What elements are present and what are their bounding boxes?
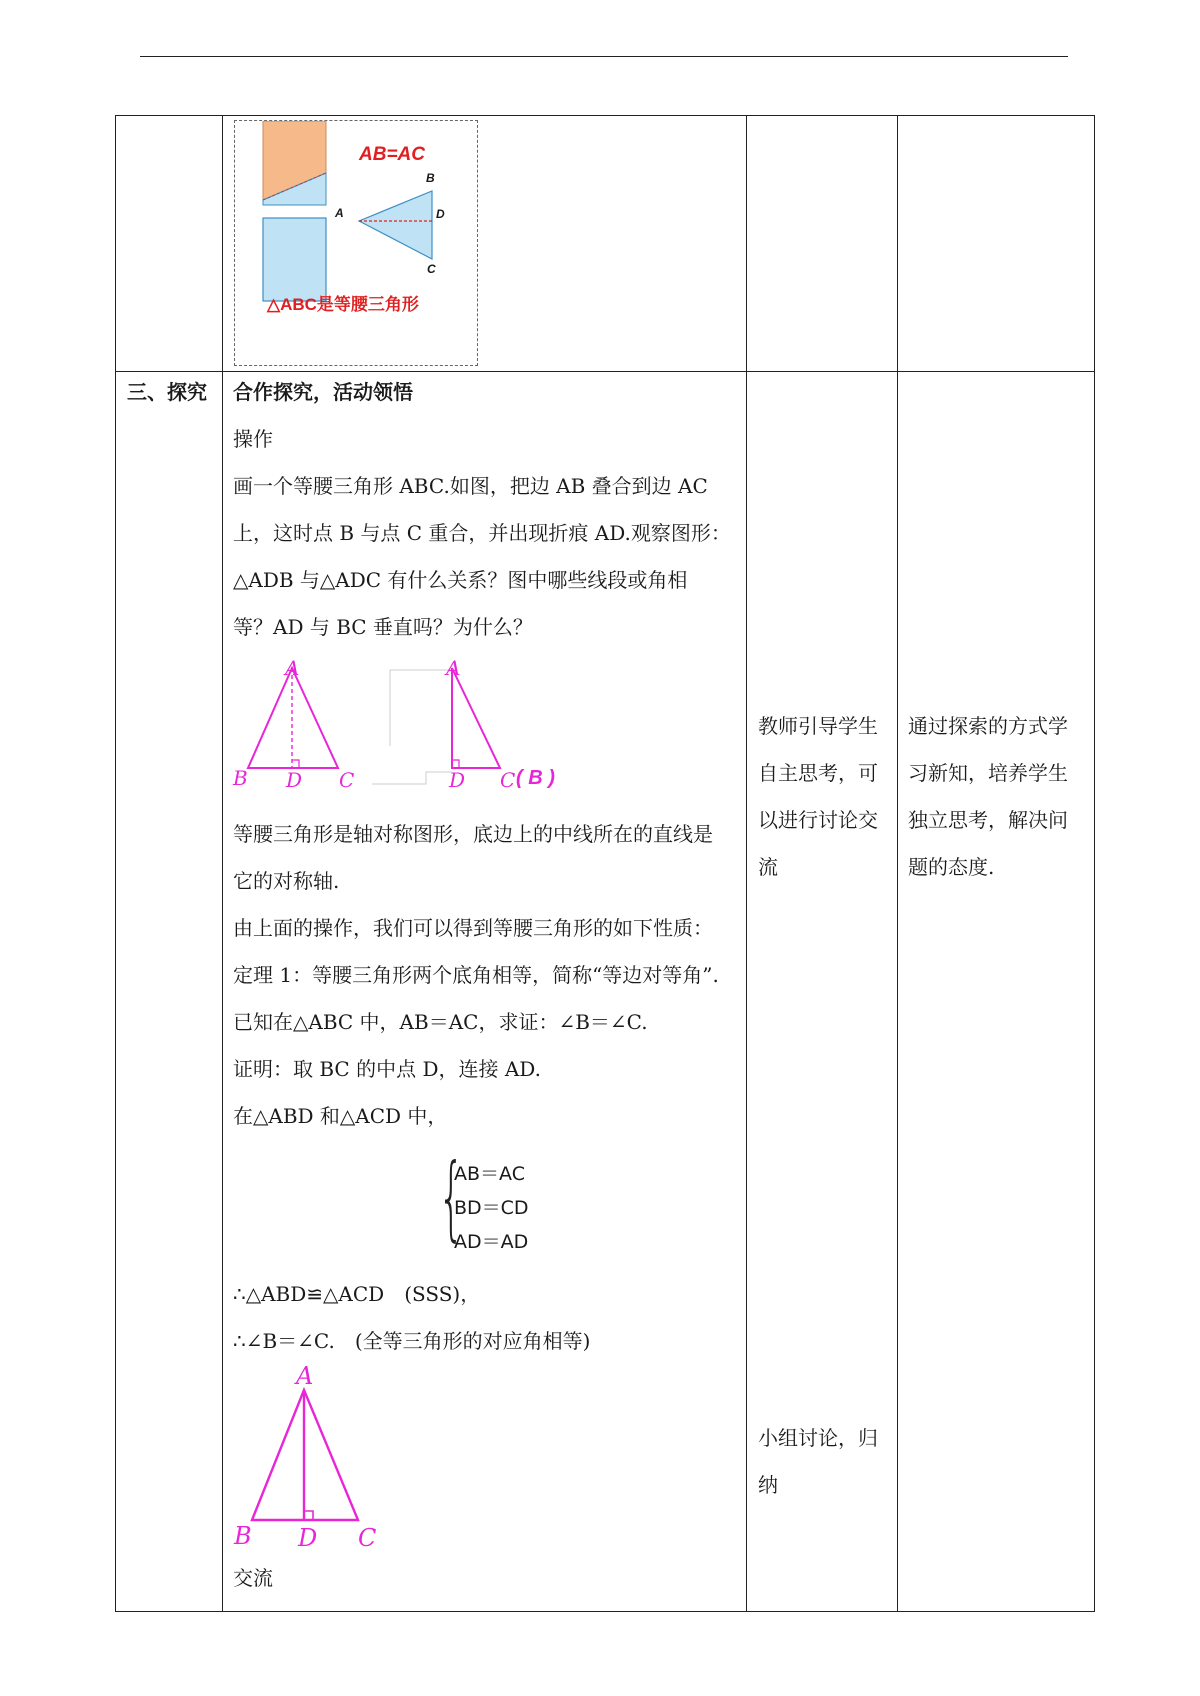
- intent-line: 独立思考，解决问: [908, 808, 1068, 832]
- point-label-a: A: [335, 206, 344, 220]
- proof-label-c: C: [358, 1524, 377, 1552]
- fig-label-d: D: [449, 768, 466, 792]
- column-divider: [222, 116, 223, 1611]
- folded-triangle-figure: [368, 660, 518, 792]
- axis-text-line: 它的对称轴.: [233, 869, 340, 893]
- proof-label-b: B: [234, 1522, 252, 1550]
- given-text: 已知在△ABC 中，AB＝AC，求证：∠B＝∠C.: [233, 1010, 648, 1034]
- conclusion-congruent: ∴△ABD≌△ACD (SSS)，: [233, 1282, 481, 1306]
- system-equation: AD＝AD: [454, 1231, 529, 1253]
- proof-label-d: D: [298, 1524, 318, 1552]
- theorem-text: 定理 1：等腰三角形两个底角相等，简称“等边对等角”.: [233, 963, 719, 987]
- intent-line: 题的态度.: [908, 855, 995, 879]
- row-divider: [116, 371, 1094, 372]
- teacher-activity-line: 以进行讨论交: [758, 808, 878, 832]
- fig-label-a: A: [446, 656, 461, 680]
- fig-label-b-bracket: ( B ): [516, 767, 555, 789]
- task-line: 等？AD 与 BC 垂直吗？为什么？: [233, 615, 533, 639]
- proof-start: 证明：取 BC 的中点 D，连接 AD.: [233, 1057, 541, 1081]
- group-activity-line: 小组讨论，归: [758, 1426, 878, 1450]
- equation-label: AB=AC: [359, 144, 425, 165]
- column-divider: [897, 116, 898, 1611]
- property-intro: 由上面的操作，我们可以得到等腰三角形的如下性质：: [233, 916, 713, 940]
- intent-line: 习新知，培养学生: [908, 761, 1068, 785]
- task-line: 上，这时点 B 与点 C 重合，并出现折痕 AD.观察图形：: [233, 521, 731, 545]
- fig-label-d: D: [286, 768, 303, 792]
- proof-label-a: A: [296, 1362, 314, 1390]
- paper-fold-figure: [235, 121, 475, 363]
- system-equation: BD＝CD: [454, 1197, 529, 1219]
- closing-text: 交流: [233, 1566, 273, 1590]
- system-brace: {: [438, 1144, 465, 1251]
- intent-line: 通过探索的方式学: [908, 714, 1068, 738]
- proof-triangle-figure: [236, 1370, 386, 1542]
- section-heading: 合作探究，活动领悟: [233, 380, 413, 404]
- point-label-d: D: [436, 207, 445, 221]
- folding-illustration: [234, 120, 478, 366]
- header-rule: [140, 56, 1068, 57]
- teacher-activity-line: 教师引导学生: [758, 714, 878, 738]
- column-divider: [746, 116, 747, 1611]
- group-activity-line: 纳: [758, 1473, 778, 1497]
- fig-label-c: C: [500, 768, 516, 792]
- conclusion-angles: ∴∠B＝∠C. (全等三角形的对应角相等): [233, 1329, 591, 1353]
- in-triangles-text: 在△ABD 和△ACD 中，: [233, 1104, 448, 1128]
- point-label-c: C: [427, 262, 436, 276]
- isosceles-caption: △ABC是等腰三角形: [267, 295, 419, 314]
- teacher-activity-line: 自主思考，可: [758, 761, 878, 785]
- teacher-activity-line: 流: [758, 855, 778, 879]
- operation-label: 操作: [233, 427, 273, 451]
- fig-label-a: A: [285, 656, 300, 680]
- fig-label-b: B: [233, 766, 248, 790]
- task-line: 画一个等腰三角形 ABC.如图，把边 AB 叠合到边 AC: [233, 474, 708, 498]
- axis-text-line: 等腰三角形是轴对称图形，底边上的中线所在的直线是: [233, 822, 713, 846]
- task-line: △ADB 与△ADC 有什么关系？图中哪些线段或角相: [233, 568, 688, 592]
- fig-label-c: C: [339, 768, 355, 792]
- system-equation: AB＝AC: [454, 1163, 525, 1185]
- point-label-b: B: [426, 171, 435, 185]
- stage-label: 三、探究: [127, 380, 207, 404]
